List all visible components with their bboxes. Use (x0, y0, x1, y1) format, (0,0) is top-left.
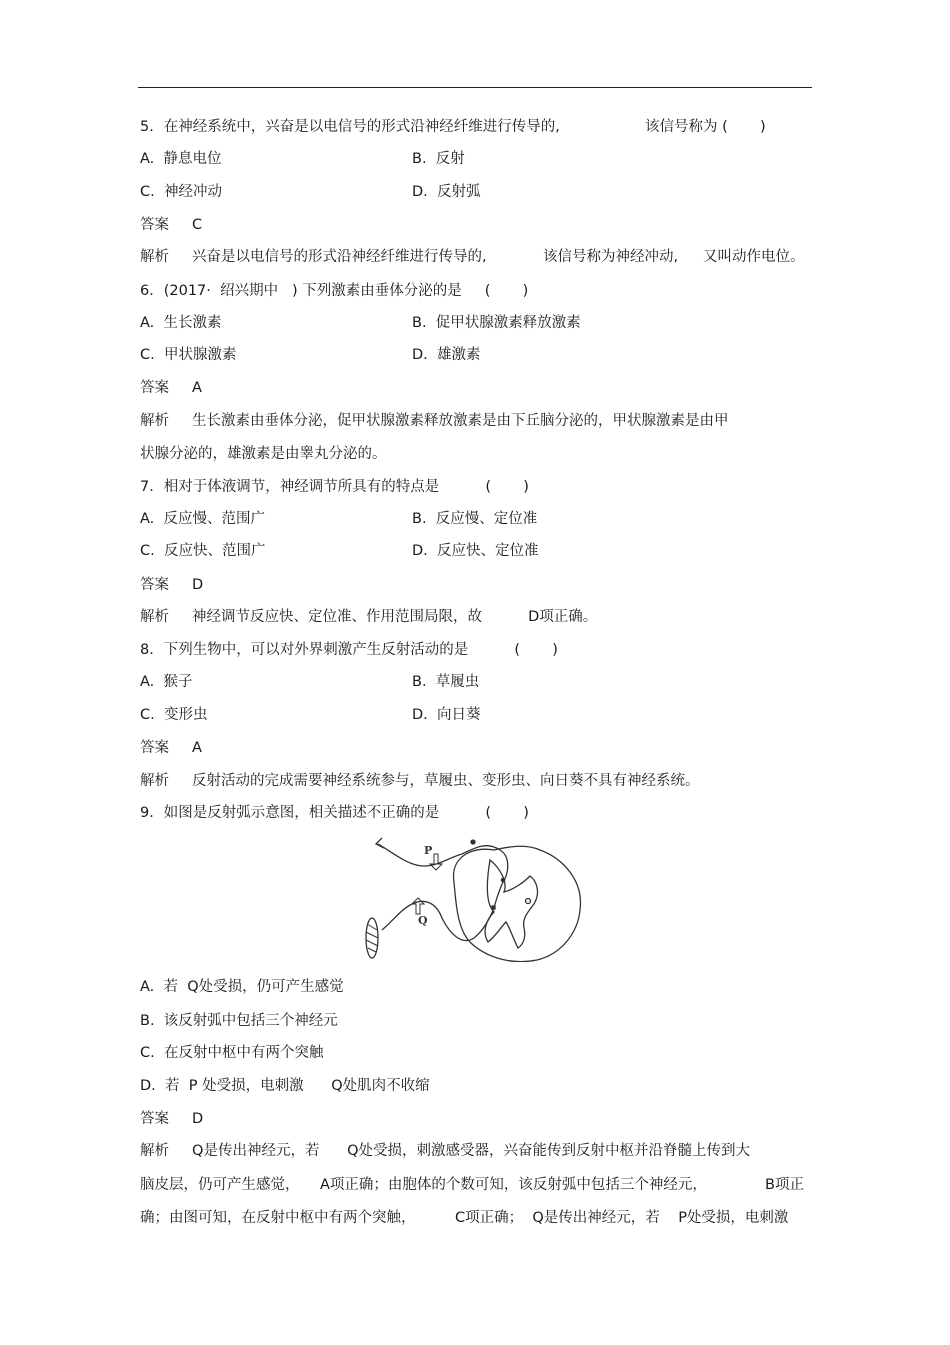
question-9-analysis-3b: C项正确； Q是传出神经元，若 P处受损，电刺激 (455, 1210, 789, 1226)
interneuron (494, 884, 502, 908)
synapse-mark-1 (501, 878, 504, 881)
question-9-analysis-1: 解析 Q是传出神经元，若 Q处受损，刺激感受器，兴奋能传到反射中枢并沿脊髓上传到大 (140, 1143, 751, 1159)
reflex-arc-figure (362, 832, 584, 962)
synapse-mark-2 (492, 906, 495, 909)
question-8-option-a: A. 猴子 (140, 674, 193, 690)
question-9-option-b: B. 该反射弧中包括三个神经元 (140, 1013, 338, 1029)
question-8-option-d: D. 向日葵 (412, 707, 481, 723)
question-5-analysis-2: 该信号称为神经冲动, (543, 249, 679, 265)
question-9-stem: 9．如图是反射弧示意图，相关描述不正确的是 ( ) (140, 805, 529, 821)
spinal-cord-outline (454, 846, 581, 961)
question-8-analysis: 解析 反射活动的完成需要神经系统参与，草履虫、变形虫、向日葵不具有神经系统。 (140, 773, 700, 789)
question-6-stem: 6．(2017· 绍兴期中 ) 下列激素由垂体分泌的是 ( ) (140, 283, 529, 299)
question-9-answer: 答案 D (140, 1111, 204, 1127)
question-5-option-a: A. 静息电位 (140, 151, 222, 167)
sensory-soma (471, 840, 475, 844)
question-6-analysis-2: 状腺分泌的，雄激素是由睾丸分泌的。 (140, 446, 387, 462)
question-7-option-a: A. 反应慢、范围广 (140, 511, 265, 527)
grey-matter (485, 860, 537, 948)
question-9-analysis-2c: B项正 (765, 1177, 804, 1193)
question-9-analysis-2a: 脑皮层，仍可产生感觉， (140, 1177, 300, 1193)
question-9-option-c: C. 在反射中枢中有两个突触 (140, 1045, 324, 1061)
reflex-arc-diagram (362, 832, 584, 962)
question-5-analysis-1: 解析 兴奋是以电信号的形式沿神经纤维进行传导的, (140, 249, 487, 265)
question-5-option-d: D. 反射弧 (412, 184, 481, 200)
question-6-option-d: D. 雄激素 (412, 347, 481, 363)
efferent-neuron (382, 901, 494, 940)
question-8-option-c: C. 变形虫 (140, 707, 208, 723)
q-label: Q (418, 914, 428, 927)
q-arrow (412, 898, 424, 914)
question-6-analysis-1: 解析 生长激素由垂体分泌，促甲状腺激素释放激素是由下丘脑分泌的，甲状腺激素是由甲 (140, 413, 729, 429)
question-6-answer: 答案 A (140, 380, 202, 396)
question-9-analysis-3a: 确；由图可知，在反射中枢中有两个突触， (140, 1210, 416, 1226)
header-rule (138, 87, 812, 88)
question-7-answer: 答案 D (140, 577, 204, 593)
question-5-answer: 答案 C (140, 217, 203, 233)
question-9-analysis-2b: A项正确；由胞体的个数可知，该反射弧中包括三个神经元， (320, 1177, 707, 1193)
question-5-stem: 5．在神经系统中，兴奋是以电信号的形式沿神经纤维进行传导的, (140, 119, 560, 135)
question-7-analysis: 解析 神经调节反应快、定位准、作用范围局限，故 D项正确。 (140, 609, 598, 625)
question-5-option-c: C. 神经冲动 (140, 184, 222, 200)
question-8-answer: 答案 A (140, 740, 202, 756)
question-6-option-c: C. 甲状腺激素 (140, 347, 237, 363)
question-9-option-a: A. 若 Q处受损，仍可产生感觉 (140, 979, 344, 995)
question-8-stem: 8．下列生物中，可以对外界刺激产生反射活动的是 ( ) (140, 642, 558, 658)
question-5-analysis-3: 又叫动作电位。 (703, 249, 805, 265)
question-7-stem: 7．相对于体液调节，神经调节所具有的特点是 ( ) (140, 479, 529, 495)
central-canal (526, 899, 531, 904)
question-9-option-d: D. 若 P 处受损，电刺激 Q处肌肉不收缩 (140, 1078, 430, 1094)
question-6-option-a: A. 生长激素 (140, 315, 222, 331)
question-7-option-d: D. 反应快、定位准 (412, 543, 539, 559)
question-6-option-b: B. 促甲状腺激素释放激素 (412, 315, 581, 331)
question-7-option-c: C. 反应快、范围广 (140, 543, 266, 559)
question-5-option-b: B. 反射 (412, 151, 465, 167)
question-8-option-b: B. 草履虫 (412, 674, 480, 690)
question-5-stem-end: 该信号称为 ( ) (645, 119, 766, 135)
effector-hatch (366, 924, 378, 952)
question-7-option-b: B. 反应慢、定位准 (412, 511, 538, 527)
p-label: P (424, 844, 433, 857)
